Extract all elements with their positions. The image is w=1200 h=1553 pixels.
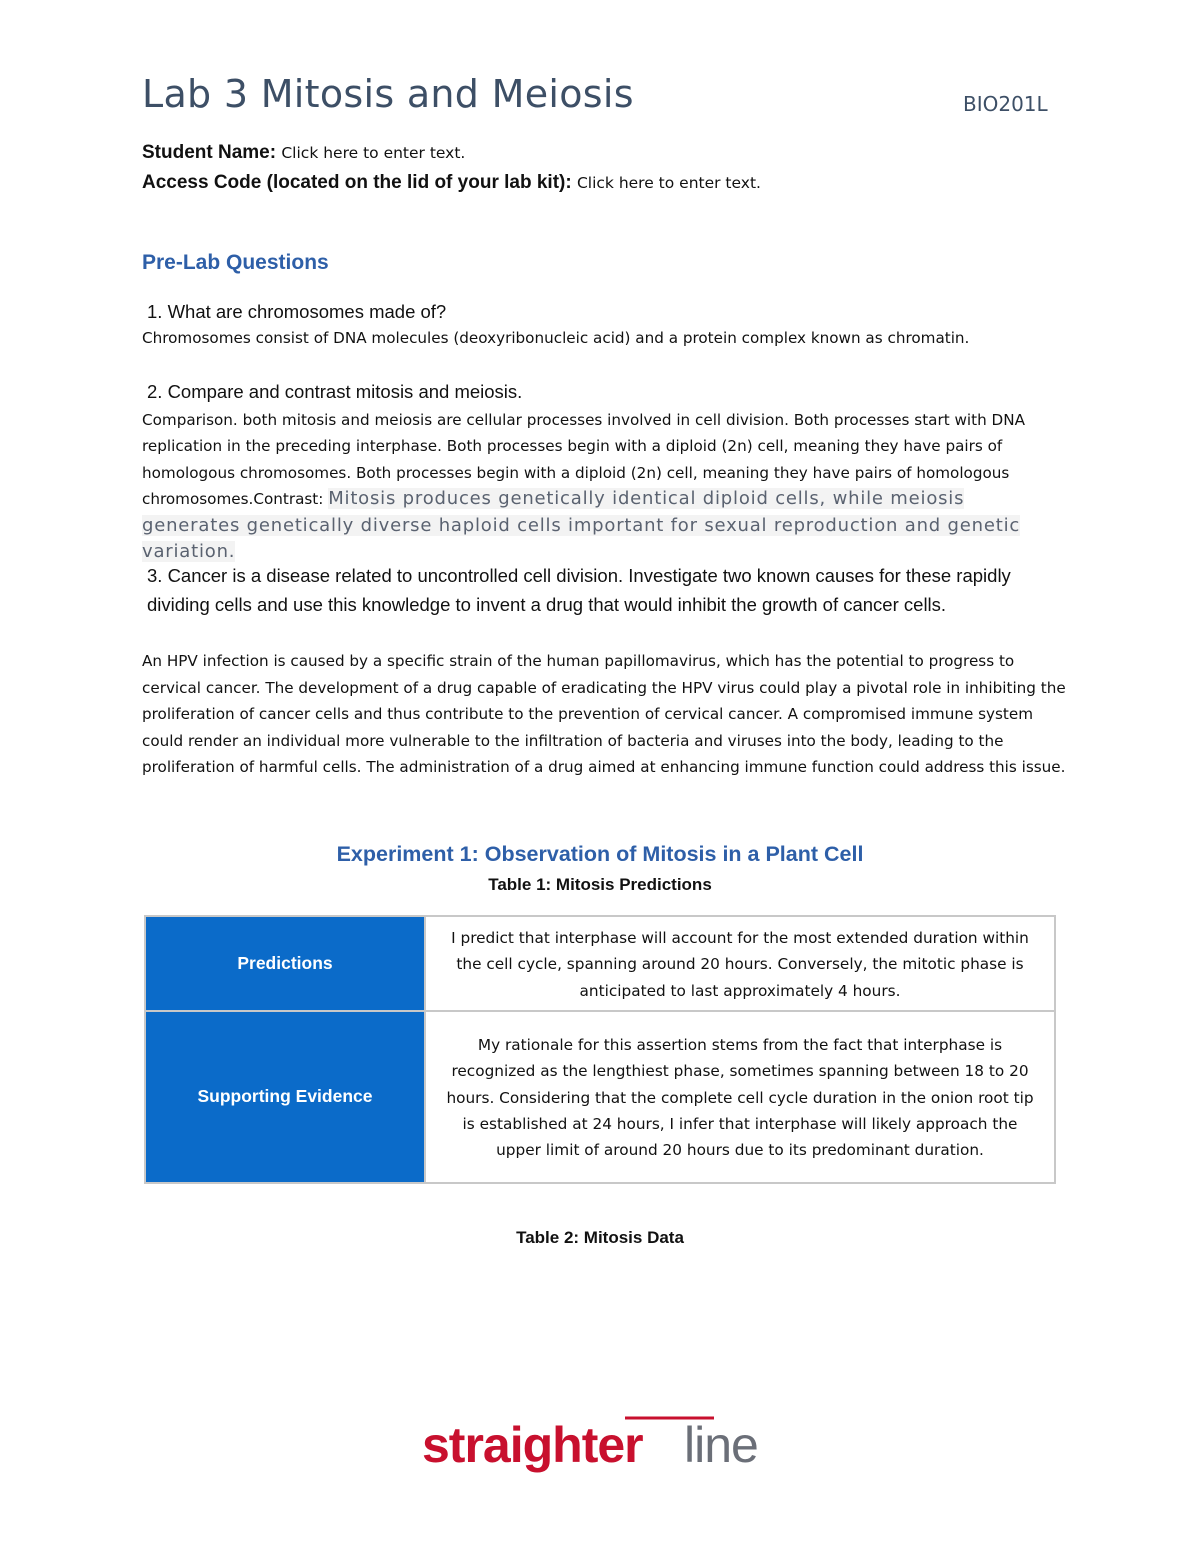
question-1: 1. What are chromosomes made of? [147,301,447,322]
course-code: BIO201L [963,92,1048,116]
straighterline-logo [422,1412,782,1482]
answer-1: Chromosomes consist of DNA molecules (deoxyribonucleic acid) and a protein complex known as chromatin. [142,329,970,347]
row-label-predictions: Predictions [145,916,425,1011]
access-code-row [142,172,761,194]
table-row [145,1011,1055,1183]
student-name-label: Student Name: [142,142,277,163]
experiment-1-title: Experiment 1: Observation of Mitosis in a Plant Cell [336,842,864,866]
question-3: 3. Cancer is a disease related to uncontrolled cell division. Investigate two known causes for these rapidly dividing cells and use this knowledge to invent a drug that would inhibit the growth of cancer cells. [147,565,1011,615]
answer-2-contrast-highlight: Mitosis produces genetically identical diploid cells, while meiosis generates genetically diverse haploid cells important for sexual reproduction and genetic variation. [142,488,1021,563]
prelab-heading: Pre-Lab Questions [142,251,329,274]
answer-2-comparison: Comparison. both mitosis and meiosis are cellular processes involved in cell division. Both processes start with DNA replication in the preceding interphase. Both processes begin with a diploid (2n) cell, meaning they have pairs of homologous chromosomes. Both processes begin with a diploid (2n) cell, meaning they have pairs of homologous chromosomes.Contrast: [142,411,1025,509]
question-2: 2. Compare and contrast mitosis and meiosis. [147,381,523,402]
access-code-field[interactable]: Click here to enter text. [576,174,761,192]
supporting-evidence-value[interactable]: My rationale for this assertion stems from the fact that interphase is recognized as the lengthiest phase, sometimes spanning between 18 to 20 hours. Considering that the complete cell cycle duration in the onion root tip is established at 24 hours, I infer that interphase will likely approach the upper limit of around 20 hours due to its predominant duration. [425,1011,1055,1183]
predictions-table [144,915,1056,1184]
predictions-value[interactable]: I predict that interphase will account for the most extended duration within the cell cycle, spanning around 20 hours. Conversely, the mitotic phase is anticipated to last approximately 4 hours. [425,916,1055,1011]
answer-3: An HPV infection is caused by a specific strain of the human papillomavirus, which has the potential to progress to cervical cancer. The development of a drug capable of eradicating the HPV virus could play a pivotal role in inhibiting the proliferation of cancer cells and thus contribute to the prevention of cervical cancer. A compromised immune system could render an individual more vulnerable to the infiltration of bacteria and viruses into the body, leading to the proliferation of harmful cells. The administration of a drug aimed at enhancing immune function could address this issue. [142,652,1066,777]
page-title: Lab 3 Mitosis and Meiosis [142,72,634,116]
student-name-field[interactable]: Click here to enter text. [281,144,466,162]
access-code-label: Access Code (located on the lid of your lab kit): [142,172,572,193]
logo-text-bold: straighter [422,1417,643,1473]
student-name-row [142,142,465,164]
table-2-caption: Table 2: Mitosis Data [516,1228,684,1247]
row-label-supporting-evidence: Supporting Evidence [145,1011,425,1183]
answer-2 [142,407,1062,565]
table-1-caption: Table 1: Mitosis Predictions [488,875,712,894]
logo-text-light: line [684,1417,758,1473]
table-row [145,916,1055,1011]
